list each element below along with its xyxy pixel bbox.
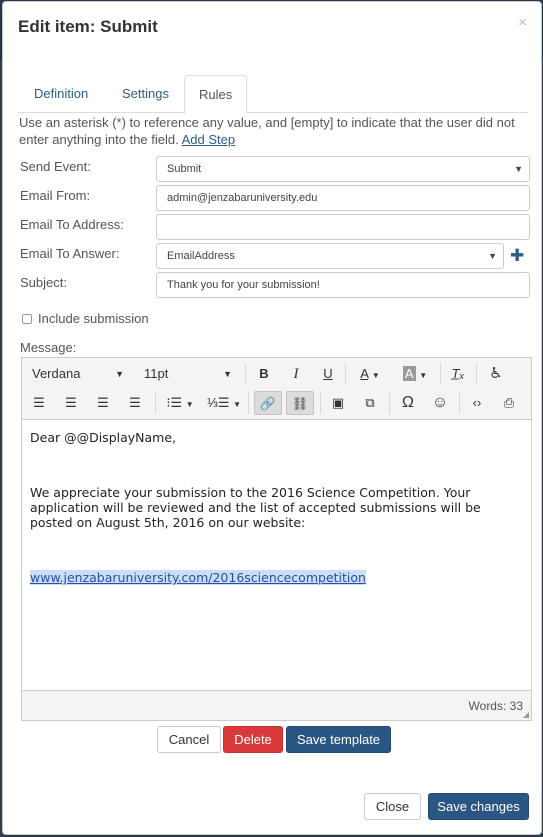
font-size-value: 11pt (144, 366, 169, 381)
chevron-down-icon: ▼ (115, 369, 124, 379)
align-right-icon[interactable]: ☰ (97, 395, 109, 410)
italic-icon[interactable]: I (293, 366, 299, 382)
email-to-address-field[interactable] (156, 214, 530, 240)
bold-icon[interactable]: B (259, 366, 269, 381)
email-to-answer-label: Email To Answer: (20, 246, 120, 261)
underline-icon[interactable]: U (323, 366, 333, 381)
close-icon[interactable]: × (518, 14, 527, 31)
chevron-down-icon: ▼ (488, 251, 497, 261)
font-family-select[interactable] (26, 362, 130, 386)
subject-field[interactable]: Thank you for your submission! (156, 272, 530, 298)
message-body: We appreciate your submission to the 2016 Science Competition. Your application will be reviewed and the list of accepted submissions will be posted on August 5th, 2016 on our website: (30, 485, 481, 530)
close-button[interactable]: Close (364, 793, 421, 820)
toolbar-divider (440, 363, 441, 385)
toolbar-divider (248, 392, 249, 414)
editor-content[interactable] (30, 430, 520, 585)
font-family-value: Verdana (32, 366, 81, 381)
highlight-color-icon[interactable]: A ▼ (404, 366, 428, 381)
image-gallery-icon[interactable]: ⧉ (365, 395, 375, 410)
send-event-label: Send Event: (20, 159, 91, 174)
toolbar-divider (320, 392, 321, 414)
insert-image-icon[interactable]: ▣ (331, 395, 345, 410)
toolbar-divider (389, 392, 390, 414)
save-changes-button[interactable]: Save changes (428, 793, 529, 820)
print-icon[interactable]: ⎙ (503, 395, 515, 410)
message-link[interactable]: www.jenzabaruniversity.com/2016sciencecompetition (30, 570, 366, 585)
send-event-select[interactable] (156, 156, 530, 182)
editor-toolbar (22, 358, 531, 420)
chevron-down-icon: ▼ (514, 164, 523, 174)
email-to-address-label: Email To Address: (20, 217, 124, 232)
source-code-icon[interactable]: ‹› (472, 395, 482, 410)
send-event-value: Submit (167, 163, 202, 175)
text-color-icon[interactable]: A ▼ (360, 366, 380, 381)
numbered-list-icon[interactable]: ⅓☰ ▼ (206, 395, 242, 410)
align-center-icon[interactable]: ☰ (65, 395, 77, 410)
word-count: Words: 33 (468, 699, 523, 713)
delete-button[interactable]: Delete (223, 726, 283, 753)
email-to-answer-value: EmailAddress (167, 250, 235, 262)
email-to-answer-select[interactable] (156, 243, 504, 269)
edit-item-modal (2, 1, 542, 835)
tab-rules[interactable]: Rules (184, 75, 247, 114)
bullet-list-icon[interactable]: ⁝☰ ▼ (166, 395, 194, 410)
accessibility-icon[interactable]: ♿ (489, 365, 503, 382)
resize-handle-icon[interactable]: ◢ (522, 710, 529, 719)
tab-bar (18, 75, 528, 113)
email-from-label: Email From: (20, 188, 91, 203)
include-submission-checkbox[interactable] (22, 314, 32, 324)
toolbar-divider (459, 392, 460, 414)
font-size-select[interactable] (138, 362, 238, 386)
toolbar-divider (476, 363, 477, 385)
message-greeting: Dear @@DisplayName, (30, 430, 177, 445)
add-answer-icon[interactable]: ✚ (510, 246, 525, 265)
toolbar-divider (345, 363, 346, 385)
toolbar-divider (245, 363, 246, 385)
insert-link-icon[interactable]: 🔗 (254, 391, 282, 415)
help-text (19, 114, 534, 148)
include-submission-label: Include submission (38, 311, 149, 326)
special-character-icon[interactable]: Ω (402, 394, 414, 411)
message-label: Message: (20, 340, 77, 355)
rich-text-editor (21, 357, 532, 721)
chevron-down-icon: ▼ (223, 369, 232, 379)
align-left-icon[interactable]: ☰ (33, 395, 45, 410)
unlink-icon[interactable]: ⛓ (286, 391, 314, 415)
emoji-icon[interactable]: ☺ (431, 394, 449, 411)
toolbar-divider (155, 392, 156, 414)
help-text-body: Use an asterisk (*) to reference any value, and [empty] to indicate that the user did not enter anything into the field. (19, 115, 515, 147)
subject-label: Subject: (20, 275, 67, 290)
add-step-link[interactable]: Add Step (181, 132, 236, 147)
tab-definition[interactable]: Definition (34, 86, 89, 101)
editor-statusbar (22, 690, 531, 720)
cancel-button[interactable]: Cancel (157, 726, 221, 753)
email-from-field[interactable]: admin@jenzabaruniversity.edu (156, 185, 530, 211)
tab-settings[interactable]: Settings (122, 86, 169, 101)
clear-format-icon[interactable]: T̲ₓ (451, 366, 465, 381)
align-justify-icon[interactable]: ☰ (129, 395, 141, 410)
modal-title: Edit item: Submit (18, 17, 158, 36)
save-template-button[interactable]: Save template (286, 726, 391, 753)
